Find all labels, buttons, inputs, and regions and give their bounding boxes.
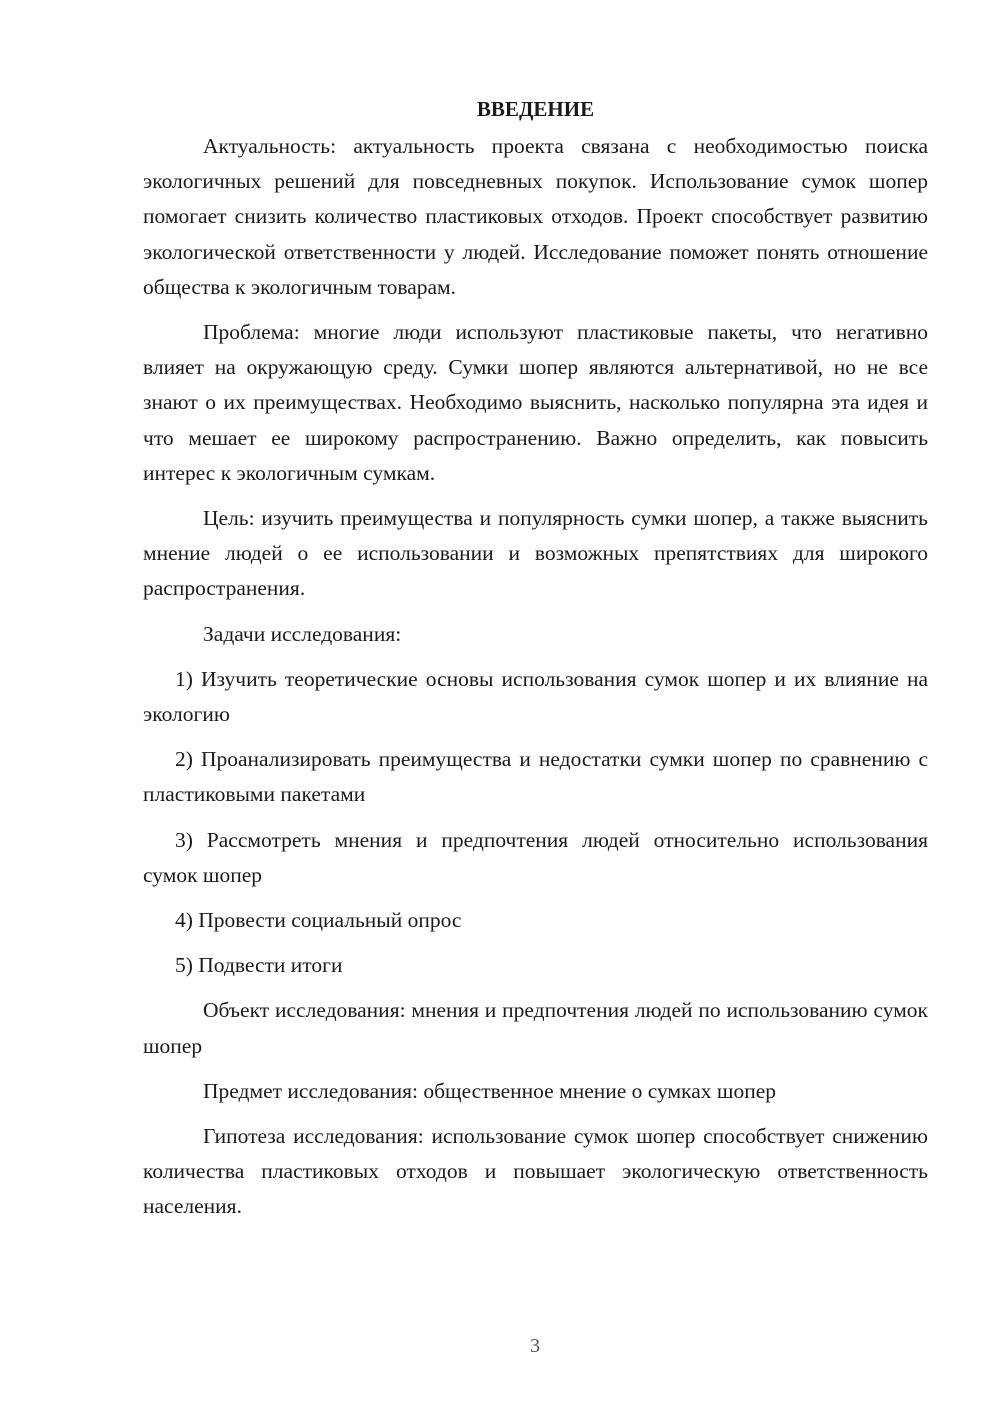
page-content xyxy=(143,92,928,1235)
task-item: 3) Рассмотреть мнения и предпочтения людей относительно использования сумок шопер xyxy=(143,827,928,887)
paragraph-hypothesis: Гипотеза исследования: использование сумок шопер способствует снижению количества пластиковых отходов и повышает экологическую ответственность населения. xyxy=(143,1124,928,1219)
paragraph-subject: Предмет исследования: общественное мнение о сумках шопер xyxy=(203,1078,777,1103)
section-title: ВВЕДЕНИЕ xyxy=(476,97,595,121)
paragraph-problem: Проблема: многие люди используют пластиковые пакеты, что негативно влияет на окружающую среду. Сумки шопер являются альтернативой, но не все знают о их преимуществах. Необходимо выяснить, насколько популярна эта идея и что мешает ее широкому распространению. Важно определить, как повысить интерес к экологичным сумкам. xyxy=(143,320,928,485)
task-item: 2) Проанализировать преимущества и недостатки сумки шопер по сравнению с пластиковыми пакетами xyxy=(143,747,928,807)
paragraph-goal: Цель: изучить преимущества и популярность сумки шопер, а также выяснить мнение людей о ее использовании и возможных препятствиях для широкого распространения. xyxy=(143,506,928,601)
paragraph-object: Объект исследования: мнения и предпочтения людей по использованию сумок шопер xyxy=(143,998,928,1058)
page-number: 3 xyxy=(530,1335,540,1357)
paragraph-relevance: Актуальность: актуальность проекта связана с необходимостью поиска экологичных решений для повседневных покупок. Использование сумок шопер помогает снизить количество пластиковых отходов. Проект способствует развитию экологической ответственности у людей. Исследование поможет понять отношение общества к экологичным товарам. xyxy=(143,134,928,299)
paragraph-tasks-heading: Задачи исследования: xyxy=(203,621,402,646)
task-item: 1) Изучить теоретические основы использования сумок шопер и их влияние на экологию xyxy=(143,666,928,727)
task-item: 4) Провести социальный опрос xyxy=(175,908,462,933)
task-item: 5) Подвести итоги xyxy=(175,953,343,978)
